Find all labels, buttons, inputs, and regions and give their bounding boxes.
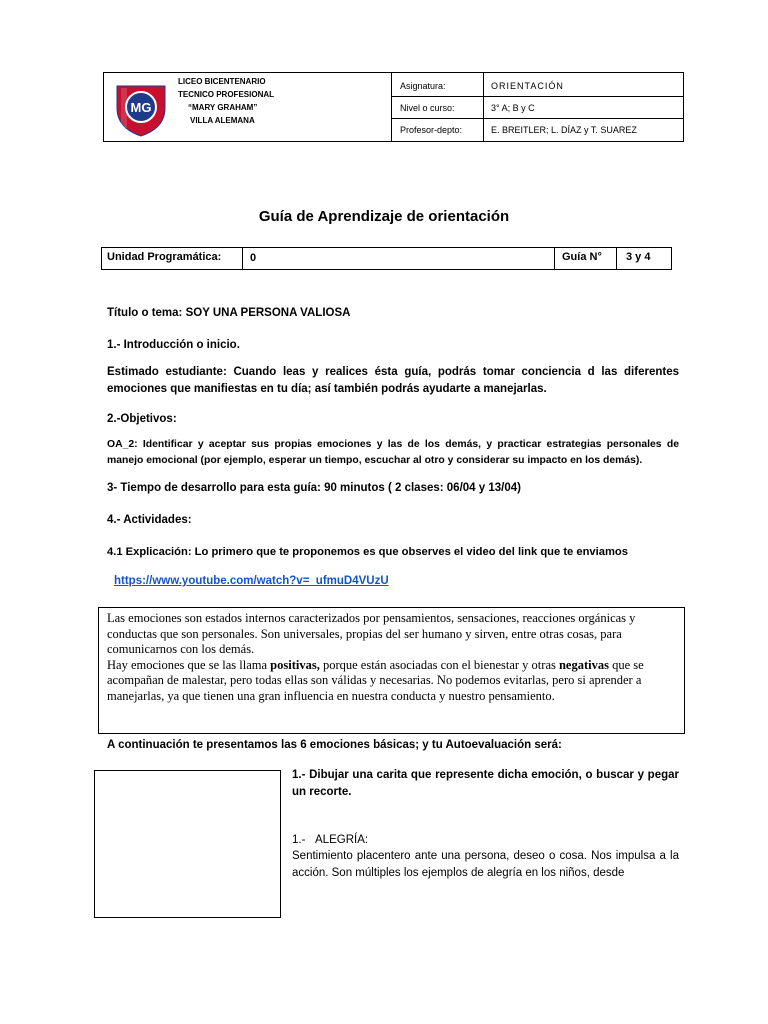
emotion-heading	[292, 832, 368, 848]
activities-heading: 4.- Actividades:	[107, 514, 192, 526]
guide-value: 3 y 4	[626, 251, 651, 263]
header-divider	[391, 73, 392, 141]
school-logo	[113, 80, 169, 138]
teacher-value: E. BREITLER; L. DÍAZ y T. SUAREZ	[491, 125, 637, 135]
negative-word: negativas	[558, 657, 609, 672]
subject-label: Asignatura:	[400, 81, 446, 91]
emotions-intro: A continuación te presentamos las 6 emociones básicas; y tu Autoevaluación será:	[107, 739, 562, 751]
drawing-area[interactable]	[94, 770, 281, 918]
logo-text: MG	[130, 100, 152, 115]
time-text: 3- Tiempo de desarrollo para esta guía: 90 minutos ( 2 clases: 06/04 y 13/04)	[107, 482, 521, 494]
intro-heading: 1.- Introducción o inicio.	[107, 339, 240, 351]
unit-label: Unidad Programática:	[107, 251, 222, 263]
emotion-description: Sentimiento placentero ante una persona, deseo o cosa. Nos impulsa a la acción. Son múltiples los ejemplos de alegría en los niños, desde	[292, 850, 679, 879]
guide-label: Guía N°	[562, 251, 602, 263]
explanation-text: 4.1 Explicación: Lo primero que te proponemos es que observes el video del link que te enviamos	[107, 546, 628, 558]
objective-text: OA_2: Identificar y aceptar sus propias emociones y las de los demás, y practicar estrategias personales de manejo emocional (por ejemplo, esperar un tiempo, escuchar al otro y considerar su impacto en los demás).	[107, 439, 679, 466]
video-link[interactable]: https://www.youtube.com/watch?v=_ufmuD4VUzU	[114, 575, 389, 587]
info-paragraph	[107, 658, 676, 705]
intro-text: Estimado estudiante: Cuando leas y realices ésta guía, podrás tomar conciencia d las diferentes emociones que manifiestas en tu día; así también podrás ayudarte a manejarlas.	[107, 366, 679, 395]
header-table	[103, 72, 684, 142]
header-row-divider	[391, 96, 683, 97]
level-label: Nivel o curso:	[400, 103, 455, 113]
unit-divider	[242, 248, 243, 269]
page-title: Guía de Aprendizaje de orientación	[258, 208, 510, 225]
info-text: que se acompañan de malestar, pero todas ellas son válidas y necesarias. No podemos evitarlas, pero si aprender a manejarlas, ya que tienen una gran influencia en nuestra conducta y nuestro pensamiento.	[107, 657, 644, 703]
subject-value: ORIENTACIÓN	[491, 81, 564, 91]
school-name-line: “MARY GRAHAM”	[188, 103, 258, 112]
unit-divider	[616, 248, 617, 269]
level-value: 3° A; B y C	[491, 103, 535, 113]
unit-value: 0	[250, 252, 257, 264]
school-name-line: TECNICO PROFESIONAL	[178, 90, 275, 99]
info-text: Hay emociones que se las llama	[107, 657, 271, 672]
info-paragraph: Las emociones son estados internos caracterizados por pensamientos, sensaciones, reacciones orgánicas y conductas que son personales. Son universales, propias del ser humano y sirven, entre otras cosas, para comunicarnos con los demás.	[107, 611, 636, 656]
header-row-divider	[391, 118, 683, 119]
school-name-line: LICEO BICENTENARIO	[178, 77, 266, 86]
teacher-label: Profesor-depto:	[400, 125, 463, 135]
school-name-line: VILLA ALEMANA	[190, 116, 255, 125]
info-text: porque están asociadas con el bienestar y otras	[319, 657, 559, 672]
unit-table	[101, 247, 672, 270]
instruction-text: 1.- Dibujar una carita que represente dicha emoción, o buscar y pegar un recorte.	[292, 769, 679, 798]
topic-title: Título o tema: SOY UNA PERSONA VALIOSA	[107, 307, 351, 319]
objectives-heading: 2.-Objetivos:	[107, 413, 177, 425]
emotion-name: ALEGRÍA:	[315, 834, 369, 846]
unit-divider	[554, 248, 555, 269]
positive-word: positivas,	[270, 657, 320, 672]
emotions-info-box	[98, 607, 685, 734]
header-divider	[483, 73, 484, 141]
emotion-number: 1.-	[292, 834, 306, 846]
